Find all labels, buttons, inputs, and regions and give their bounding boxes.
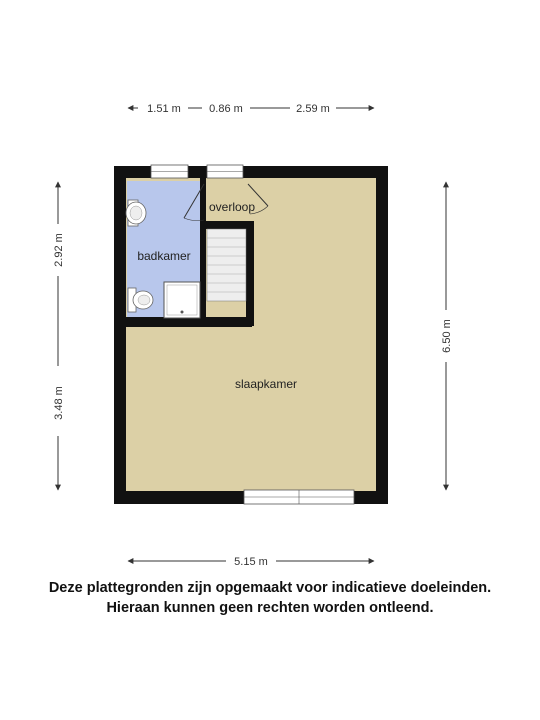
dim-left-upper: 2.92 m: [53, 233, 65, 267]
dim-top-1: 1.51 m: [147, 103, 181, 115]
left-dimension: [53, 182, 65, 490]
label-slaapkamer: slaapkamer: [234, 377, 298, 391]
window-badkamer: [151, 165, 188, 178]
bottom-dimension: [128, 556, 374, 568]
disclaimer-line-1: Deze plattegronden zijn opgemaakt voor indicatieve doeleinden.: [48, 580, 492, 596]
dim-left-lower: 3.48 m: [53, 386, 65, 420]
disclaimer-line-2: Hieraan kunnen geen rechten worden ontleend.: [106, 600, 434, 616]
shower: [164, 282, 200, 318]
dim-right-total: 6.50 m: [441, 319, 453, 353]
stairs: [207, 229, 246, 301]
right-dimension: [441, 182, 453, 490]
label-overloop: overloop: [208, 200, 256, 214]
label-badkamer: badkamer: [137, 249, 191, 263]
window-slaapkamer: [244, 490, 354, 504]
window-overloop: [207, 165, 243, 178]
top-dimension: [128, 103, 374, 115]
dim-top-3: 2.59 m: [296, 103, 330, 115]
dim-bottom-total: 5.15 m: [234, 556, 268, 568]
dim-top-2: 0.86 m: [209, 103, 243, 115]
